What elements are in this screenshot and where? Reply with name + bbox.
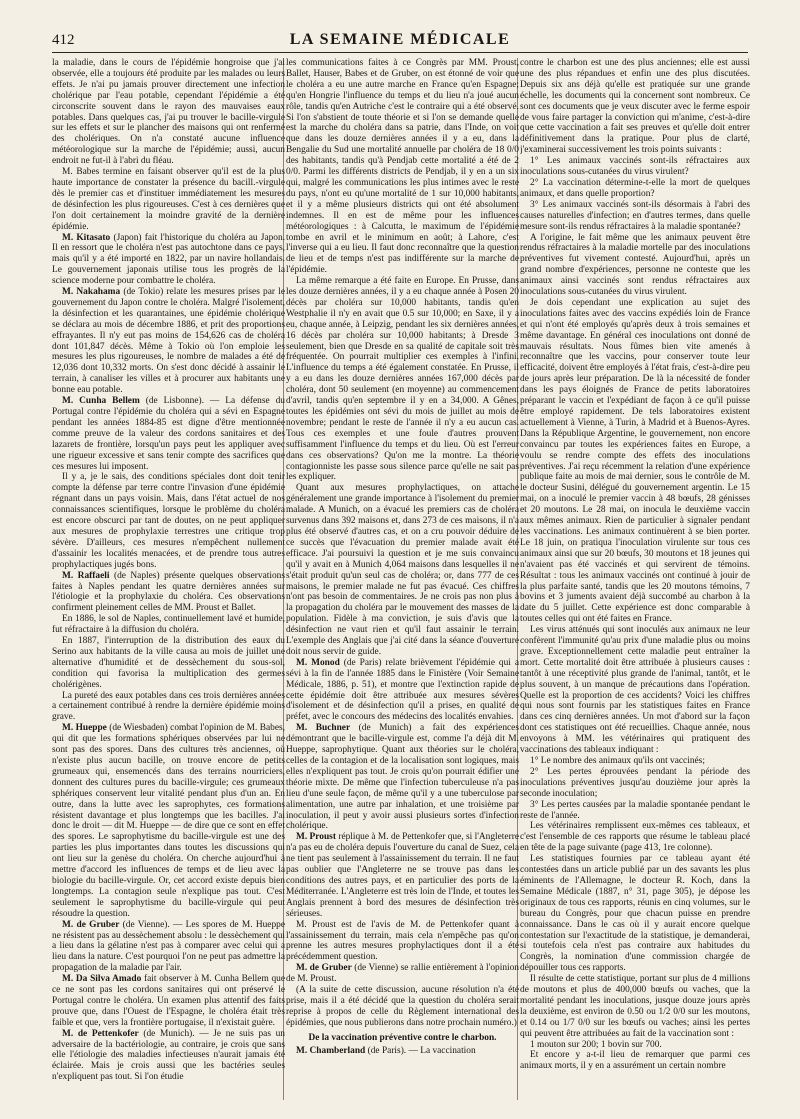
journal-title: LA SEMAINE MÉDICALE (289, 31, 511, 48)
paragraph-text: 3° Les pertes causées par la maladie spontanée pendant le reste de l'année. (520, 799, 750, 821)
paragraph-text: (Japon) fait l'historique du choléra au Japon. Il en ressort que le choléra n'est pas autochtone dans ce pays, mais qu'il y a été importé en 1822, par un navire hollandais. Le gouvernement japonais utilise tous les progrès de la science moderne pour combattre le choléra. (52, 232, 285, 287)
paragraph (520, 974, 750, 1039)
paragraph (52, 920, 285, 975)
text-column-middle (286, 58, 519, 1100)
paragraph (286, 1046, 519, 1057)
paragraph (520, 178, 750, 200)
paragraph-text: contre le charbon est une des plus anciennes; elle est aussi une des plus répandues et enfin une des plus discutées. Depuis six ans déjà qu'elle est pratiquée sur une grande échelle, les documents qui la concernent sont nombreux. Ce sont ces documents que je veux discuter avec le ferme espoir de vous faire partager la conviction qui m'anime, c'est-à-dire que cette vaccination a fait ses preuves et qu'elle doit entrer définitivement dans la pratique. Pour plus de clarté, j'examinerai successivement les trois points suivants : (520, 58, 750, 156)
paragraph (52, 472, 285, 570)
paragraph (520, 625, 750, 756)
paragraph-text: les communications faites à ce Congrès par MM. Proust, Ballet, Hauser, Babes et de Gruber, on est étonné de voir que le choléra a eu une autre marche en France qu'en Espagne; qu'en Hongrie l'influence du temps et du lieu n'a joué aucun rôle, tandis qu'en Autriche c'est le contraire qui a été observé. Si l'on s'abstient de toute théorie et si l'on se demande quelle est la marche du choléra dans sa patrie, dans l'Inde, on voit que dans les douze dernières années il y a eu, dans la Bengalie du Sud une mortalité annuelle par choléra de 18 0/0 des habitants, tandis qu'à Pendjab cette mortalité a été de 2 0/0. Parmi les différents districts de Pendjab, il y en a un six qui, malgré les communications les plus intimes avec le reste du pays, n'ont eu qu'une mortalité de 1 sur 10,000 habitants, et il y a même plusieurs districts qui ont été absolument indemnes. Il en est de même pour les influences météorologiques : à Calcutta, le maximum de l'épidémie tombe en avril et le minimum en août; à Lahore, c'est l'inverse qui a eu lieu. Il faut donc reconnaître que la question de lieu et de temps n'est pas indifférente sur la marche de l'épidémie. (286, 58, 519, 276)
paragraph (520, 821, 750, 854)
speaker-name: M. Buchner (296, 723, 351, 734)
paragraph-text: En 1886, le sol de Naples, continuellement lavé et humide, fut réfractaire à la diffusion du choléra. (52, 614, 285, 636)
speaker-name: M. de Gruber (62, 919, 120, 930)
paragraph (520, 58, 750, 156)
paragraph-text: (de Lisbonne). — La défense du Portugal contre l'épidémie du choléra qui a sévi en Espagne pendant les années 1884-85 est digne d'être mentionnée comme preuve de la valeur des cordons sanitaires et des lazarets de frontière, lorsqu'un pays peut les appliquer avec une rigueur excessive et sans tenir compte des sacrifices que ces mesures lui imposent. (52, 396, 285, 472)
paragraph-text: La pureté des eaux potables dans ces trois dernières années a certainement contribué à rendre la dernière épidémie moins grave. (52, 690, 285, 723)
paragraph (52, 287, 285, 396)
speaker-name: M. Nakahama (62, 287, 121, 298)
paragraph-text: Je dois cependant une explication au sujet des inoculations faites avec des vaccins expédiés loin de France et qui n'ont été employés qu'après deux à trois semaines et même davantage. En général ces inoculations ont donné de mauvais résultats. Nous fûmes bien vite amenés à reconnaître que les vaccins, pour conserver toute leur efficacité, doivent être employés à l'état frais, c'est-à-dire peu de jours après leur préparation. De là la nécessité de fonder dans les pays éloignés de France de petits laboratoires préparant le vaccin et l'expédiant de façon à ce qu'il puisse être employé rapidement. De tels laboratoires existent actuellement à Vienne, à Turin, à Madrid et à Buenos-Ayres. Dans la République Argentine, le gouvernement, non encore convaincu par toutes les expériences faites en Europe, a voulu se rendre compte des effets des inoculations préventives. J'ai reçu récemment la relation d'une expérience publique faite au mois de mai dernier, sous le contrôle de M. le docteur Susini, délégué du gouvernement argentin. Le 15 mai, on a inoculé le premier vaccin à 48 bœufs, 28 génisses et 20 moutons. Le 28 mai, on inocula le deuxième vaccin aux mêmes animaux. Rien de particulier à signaler pendant les vaccinations. Les animaux continuèrent à se bien porter. Le 18 juin, on pratiqua l'inoculation virulente sur tous ces animaux ainsi que sur 20 bœufs, 30 moutons et 18 jeunes qui n'avaient pas été vaccinés et qui servirent de témoins. Résultat : tous les animaux vaccinés ont continué à jouir de la plus parfaite santé, tandis que les 20 moutons témoins, 7 bovins et 3 juments avaient déjà succombé au charbon à la date du 5 juillet. Cette expérience est donc comparable à toutes celles qui ont été faites en France. (520, 297, 750, 625)
paragraph (520, 800, 750, 822)
text-column-right (520, 58, 750, 1100)
paragraph-text: 1° Les animaux vaccinés sont-ils réfractaires aux inoculations sous-cutanées du virus virulent? (520, 156, 750, 178)
paragraph (286, 58, 519, 276)
paragraph-text: De la vaccination préventive contre le charbon. (308, 1032, 497, 1043)
paragraph-text: Les vétérinaires remplissent eux-mêmes ces tableaux, et c'est l'ensemble de ces rapports que résume le tableau placé en tête de la page suivante (page 413, 1re colonne). (520, 821, 750, 854)
paragraph-text: fait observer à M. Cunha Bellem que ce ne sont pas les cordons sanitaires qui ont préservé le Portugal contre le choléra. Un examen plus attentif des faits prouve que, dans l'Ouest de l'Espagne, le choléra était très faible et que, vers la frontière portugaise, il n'existait guère. (52, 974, 285, 1028)
paragraph-text: M. Babes termine en faisant observer qu'il est de la plus haute importance de constater la présence du bacill.-virgule dès le premier cas et d'instituer immédiatement les mesures de désinfection les plus rigoureuses. C'est à ces dernières que l'on doit certainement la moindre gravité de la dernière épidémie. (52, 167, 285, 232)
speaker-name: M. Raffaeli (62, 570, 110, 581)
speaker-name: M. Monod (296, 657, 340, 668)
paragraph-text: Il y a, je le sais, des conditions spéciales dont doit tenir compte la défense par terre contre l'invasion d'une épidémie régnant dans un pays voisin. Mais, dans l'état actuel de nos connaissances scientifiques, lorsque le problème du choléra est encore obscurci par tant de doutes, on ne peut appliquer aux mesures de prophylaxie terrestres une critique trop sévère. D'ailleurs, ces mesures n'empêchent nullement d'assainir les localités menacées, et de prendre tous autres prophylactiques jugés bons. (52, 472, 285, 570)
paragraph-text: En 1887, l'interruption de la distribution des eaux du Serino aux habitants de la ville causa au mois de juillet une alternative d'humidité et de dessèchement du sous-sol, condition qui favorisa la multiplication des germes cholérigènes. (52, 636, 285, 690)
speaker-name: M. Hueppe (62, 723, 107, 734)
speaker-name: M. Chamberland (296, 1045, 366, 1056)
paragraph-text: M. Proust est de l'avis de M. de Pettenkofer quant à l'assainissement du terrain, mais cela n'empêche pas qu'on prenne les autres mesures prophylactiques dont il a été précédemment question. (286, 919, 519, 963)
paragraph-text: (A la suite de cette discussion, aucune résolution n'a été prise, mais il a été décidé que la question du choléra serait reprise à propos de celle du Règlement international des épidémies, que nous publierons dans notre prochain numéro.) (286, 985, 519, 1028)
paragraph-text: (de Paris) relate brièvement l'épidémie qui a sévi à la fin de l'année 1885 dans le Finistère (Voir Semaine Médicale, 1886, p. 51), et montre que l'extinction rapide de cette épidémie doit être attribuée aux mesures sévères d'isolement et de désinfection qu'il a prises, en qualité de préfet, avec le concours des médecins des localités envahies. (286, 657, 519, 723)
paragraph (520, 233, 750, 298)
paragraph-text: (de Wiesbaden) combat l'opinion de M. Babes, qui dit que les formations sphériques observées par lui ne sont pas des spores. Dans des cultures très anciennes, où n'existe plus aucun bacille, on trouve encore de petits grumeaux qui, ensemencés dans des terrains nourriciers, donnent des cultures pures du bacille-virgule; ces grumeaux sphériques conservent leur vitalité pendant plus d'un an. En outre, dans la lutte avec les saprophytes, ces formations résistent davantage et plus longtemps que les bacilles. J'ai donc le droit — dit M. Hueppe — de dire que ce sont en effet des spores. Le saprophytisme du bacille-virgule est une des parties les plus importantes dans toutes les discussions qui ont lieu sur la genèse du choléra. On cherche aujourd'hui à mettre d'accord les influences de temps et de lieu avec la biologie du bacille-virgule. Or, cet accord existe depuis bien longtemps. La contagion seule n'explique pas tout. C'est seulement le saprophytisme du bacille-virgule qui peut résoudre la question. (52, 723, 285, 919)
paragraph-text: (de Tokio) relate les mesures prises par le gouvernement du Japon contre le choléra. Malgré l'isolement, la désinfection et les quarantaines, une épidémie cholérique se déclara au mois de décembre 1886, et prit des proportions effrayantes. Il n'y eut pas moins de 154,626 cas de choléra dont 101,847 décès. Même à Tokio où l'on emploie les mesures les plus rigoureuses, le nombre de malades a été de 12,036 dont 10,332 morts. On s'est donc décidé à assainir le terrain, à canaliser les villes et à procurer aux habitants une bonne eau potable. (52, 287, 285, 396)
paragraph (52, 233, 285, 288)
paragraph (52, 636, 285, 691)
paragraph (520, 854, 750, 974)
paragraph-text: la maladie, dans le cours de l'épidémie hongroise que j'ai observée, elle a toujours été produite par les malades ou leurs effets. Je n'ai pu jamais prouver directement une infection cholérique par l'eau potable, cependant l'épidémie a été circonscrite souvent dans le rayon des mauvaises eaux potables. Dans quelques cas, j'ai pu trouver le bacille-virgule sur les effets et sur le plancher des maisons qui ont renfermé des cholériques. On n'a constaté aucune influence météorologique sur la marche de l'épidémie; aussi, aucun endroit ne fut-il à l'abri du fléau. (52, 58, 285, 167)
paragraph (52, 614, 285, 636)
paragraph (286, 963, 519, 985)
paragraph-text: 1° Le nombre des animaux qu'ils ont vaccinés; (530, 756, 705, 766)
paragraph-text: 2° La vaccination détermine-t-elle la mort de quelques animaux, et dans quelle proportion? (520, 177, 750, 199)
speaker-name: M. de Pettenkofer (62, 1028, 139, 1039)
paragraph-text: Quant aux mesures prophylactiques, on attache généralement une grande importance à l'isolement du premier malade. A Munich, on a évacué les premiers cas de choléra survenus dans 392 maisons et, dans 273 de ces maisons, il n'a plus été observé d'autres cas, et on a cru pouvoir déduire de ce succès que l'évacuation du premier malade avait été efficace. J'ai poursuivi la question et je me suis convaincu qu'il y avait en à Munich 4,064 maisons dans lesquelles il ne s'était produit qu'un seul cas de choléra; or, dans 777 de ces maisons, le premier malade ne fut pas évacué. Ces chiffres n'ont pas besoin de commentaires. Je ne crois pas non plus à la propagation du choléra par le mouvement des masses de la population. Fidèle à ma conviction, je suis d'avis que la désinfection ne vaut rien et qu'il faut assainir le terrain. L'exemple des Anglais que j'ai cité dans la séance d'ouverture doit nous servir de guide. (286, 483, 519, 657)
speaker-name: M. Proust (296, 832, 336, 843)
paragraph-text: Les virus atténués qui sont inoculés aux animaux ne leur confèrent l'immunité qu'au prix d'une maladie plus ou moins grave. Exceptionnellement cette maladie peut entraîner la mort. Cette mortalité doit être attribuée à plusieurs causes : tantôt à une réceptivité plus grande de l'animal, tantôt, et le plus souvent, à un manque de précautions dans l'opération. Quelle est la proportion de ces accidents? Voici les chiffres qui nous sont fournis par les statistiques faites en France dans ces cinq dernières années. Un mot d'abord sur la façon dont ces statistiques ont été recueillies. Chaque année, nous envoyons à MM. les vétérinaires qui pratiquent des vaccinations des tableaux indiquant : (520, 625, 750, 756)
paragraph (52, 691, 285, 724)
paragraph-text: (de Vienne). — Les spores de M. Hueppe ne résistent pas au dessèchement absolu : le dessèchement qui a lieu dans la gélatine n'est pas à comparer avec celui qui a lieu dans la nature. C'est pourquoi l'on ne peut pas admettre la propagation de la maladie par l'air. (52, 919, 285, 974)
paragraph (52, 1029, 285, 1084)
paragraph (286, 832, 519, 919)
section-heading (286, 1033, 519, 1044)
paragraph (286, 985, 519, 1029)
paragraph-text: 3° Les animaux vaccinés sont-ils désormais à l'abri des causes naturelles d'infection; en d'autres termes, dans quelle mesure sont-ils rendus réfractaires à la maladie spontanée? (520, 199, 750, 232)
paragraph-text: réplique à M. de Pettenkofer que, si l'Angleterre n'a pas eu de choléra depuis l'ouverture du canal de Suez, cela ne tient pas seulement à l'assainissement du terrain. Il ne faut pas oublier que l'Angleterre ne se trouve pas dans les conditions des autres pays, et en particulier des ports de la Méditerranée. L'Angleterre est très loin de l'Inde, et toutes les Anglais prennent à bord des mesures de désinfection très sérieuses. (286, 832, 519, 919)
paragraph-text: (de Munich) a fait des expériences démontrant que le bacille-virgule est, comme l'a déjà dit M. Hueppe, saprophytique. Quant aux théories sur le choléra, celles de la contagion et de la localisation sont logiques, mais elles n'expliquent pas tout. Je crois qu'on pourrait édifier une théorie mixte. De même que l'infection tuberculeuse n'a pas lieu d'une seule façon, de même qu'il y a une tuberculose par alimentation, une autre par inhalation, et une troisième par inoculation, il peut y avoir aussi plusieurs sortes d'infection cholérique. (286, 723, 519, 832)
paragraph (286, 920, 519, 964)
paragraph-text: (de Vienne) se rallie entièrement à l'opinion de M. Proust. (286, 963, 519, 985)
paragraph-text: (de Naples) présente quelques observations faites à Naples pendant les quatre dernières années sur l'étiologie et la prophylaxie du choléra. Ces observations confirment pleinement celles de MM. Proust et Ballet. (52, 570, 285, 614)
paragraph-text: Les statistiques fournies par ce tableau ayant été contestées dans un article publié par un des savants les plus éminents de l'Allemagne, le docteur R. Koch, dans la Semaine Médicale (1887, n° 31, page 305), je dépose les originaux de tous ces rapports, réunis en cinq volumes, sur le bureau du Congrès, pour que chacun puisse en prendre connaissance. Dans le cas où il y aurait encore quelque contestation sur l'exactitude de la statistique, je demanderai, si toutefois cela n'est pas contraire aux habitudes du Congrès, la nomination d'une commission chargée de dépouiller tous ces rapports. (520, 854, 750, 974)
paragraph (520, 200, 750, 233)
page-number: 412 (52, 32, 75, 48)
speaker-name: M. Kitasato (62, 232, 111, 243)
paragraph (286, 723, 519, 832)
paragraph (52, 396, 285, 472)
paragraph (520, 767, 750, 800)
paragraph (520, 756, 750, 767)
paragraph (520, 156, 750, 178)
paragraph (286, 483, 519, 658)
paragraph (52, 167, 285, 232)
paragraph (286, 658, 519, 723)
speaker-name: M. Cunha Bellem (62, 396, 140, 407)
paragraph (520, 1040, 750, 1051)
paragraph (520, 298, 750, 625)
page-header (52, 30, 748, 53)
paragraph (52, 974, 285, 1029)
paragraph (52, 58, 285, 167)
paragraph-text: (de Munich). — Je ne suis pas un adversaire de la bactériologie, au contraire, je crois que sans elle l'étiologie des maladies infectieuses n'aurait jamais été éclairée. Mais je crois aussi que les bactéries seules n'expliquent pas tout. Si l'on étudie (52, 1028, 285, 1083)
paragraph-text: (de Paris). — La vaccination (365, 1045, 476, 1056)
text-column-left (52, 58, 285, 1100)
paragraph (52, 571, 285, 615)
paragraph-text: A l'origine, le fait même que les animaux peuvent être rendus réfractaires à la maladie mortelle par des inoculations préventives fut vivement contesté. Aujourd'hui, après un grand nombre d'expériences, personne ne conteste que les animaux ainsi vaccinés sont rendus réfractaires aux inoculations sous-cutanées du virus virulent. (520, 232, 750, 298)
paragraph (520, 1050, 750, 1072)
paragraph (52, 723, 285, 919)
paragraph-text: Il résulte de cette statistique, portant sur plus de 4 millions de moutons et plus de 400,000 bœufs ou vaches, que la mortalité pendant les inoculations, jusque douze jours après la deuxième, est environ de 0.50 ou 1/2 0/0 sur les moutons, et 0.14 ou 1/7 0/0 sur les bœufs ou vaches; ainsi les pertes qui peuvent être attribuées au fait de la vaccination sont : (520, 974, 750, 1039)
paragraph (286, 276, 519, 483)
paragraph-text: 2° Les pertes éprouvées pendant la période des inoculations préventives jusqu'au douzième jour après la seconde inoculation; (520, 766, 750, 799)
speaker-name: M. de Gruber (296, 963, 352, 974)
paragraph-text: La même remarque a été faite en Europe. En Prusse, dans les douze dernières années, il y a eu chaque année à Posen 20 décès par choléra sur 10,000 habitants, tandis qu'en Westphalie il n'y en avait que 0.5 sur 10,000; en Saxe, il y a eu, chaque année, à Leipzig, pendant les six dernières années, 16 décès par choléra sur 10,000 habitants; à Dresde 3 seulement, bien que Dresde en sa qualité de capitale soit très fréquentée. On pourrait multiplier ces exemples à l'infini. L'influence du temps a été également constatée. En Prusse, il y a eu dans les douze dernières années 167,000 décès par choléra, dont 50 seulement (en moyenne) au commencement d'avril, tandis qu'en septembre il y en a 34,000. A Gênes, toutes les épidémies ont sévi du mois de juillet au mois de novembre; pendant le reste de l'année il n'y a eu aucun cas. Tous ces exemples et une foule d'autres prouvent suffisamment l'influence du temps et du lieu. Où est l'erreur dans ces observations? Qu'on me la montre. La théorie contagionniste les passe sous silence parce qu'elle ne sait pas les expliquer. (286, 276, 519, 483)
paragraph-text: 1 mouton sur 200; 1 bovin sur 700. (530, 1039, 662, 1050)
speaker-name: M. Da Silva Amado (62, 974, 142, 985)
paragraph-text: Et encore y a-t-il lieu de remarquer que parmi ces animaux morts, il y en a assurément un certain nombre (520, 1050, 750, 1072)
